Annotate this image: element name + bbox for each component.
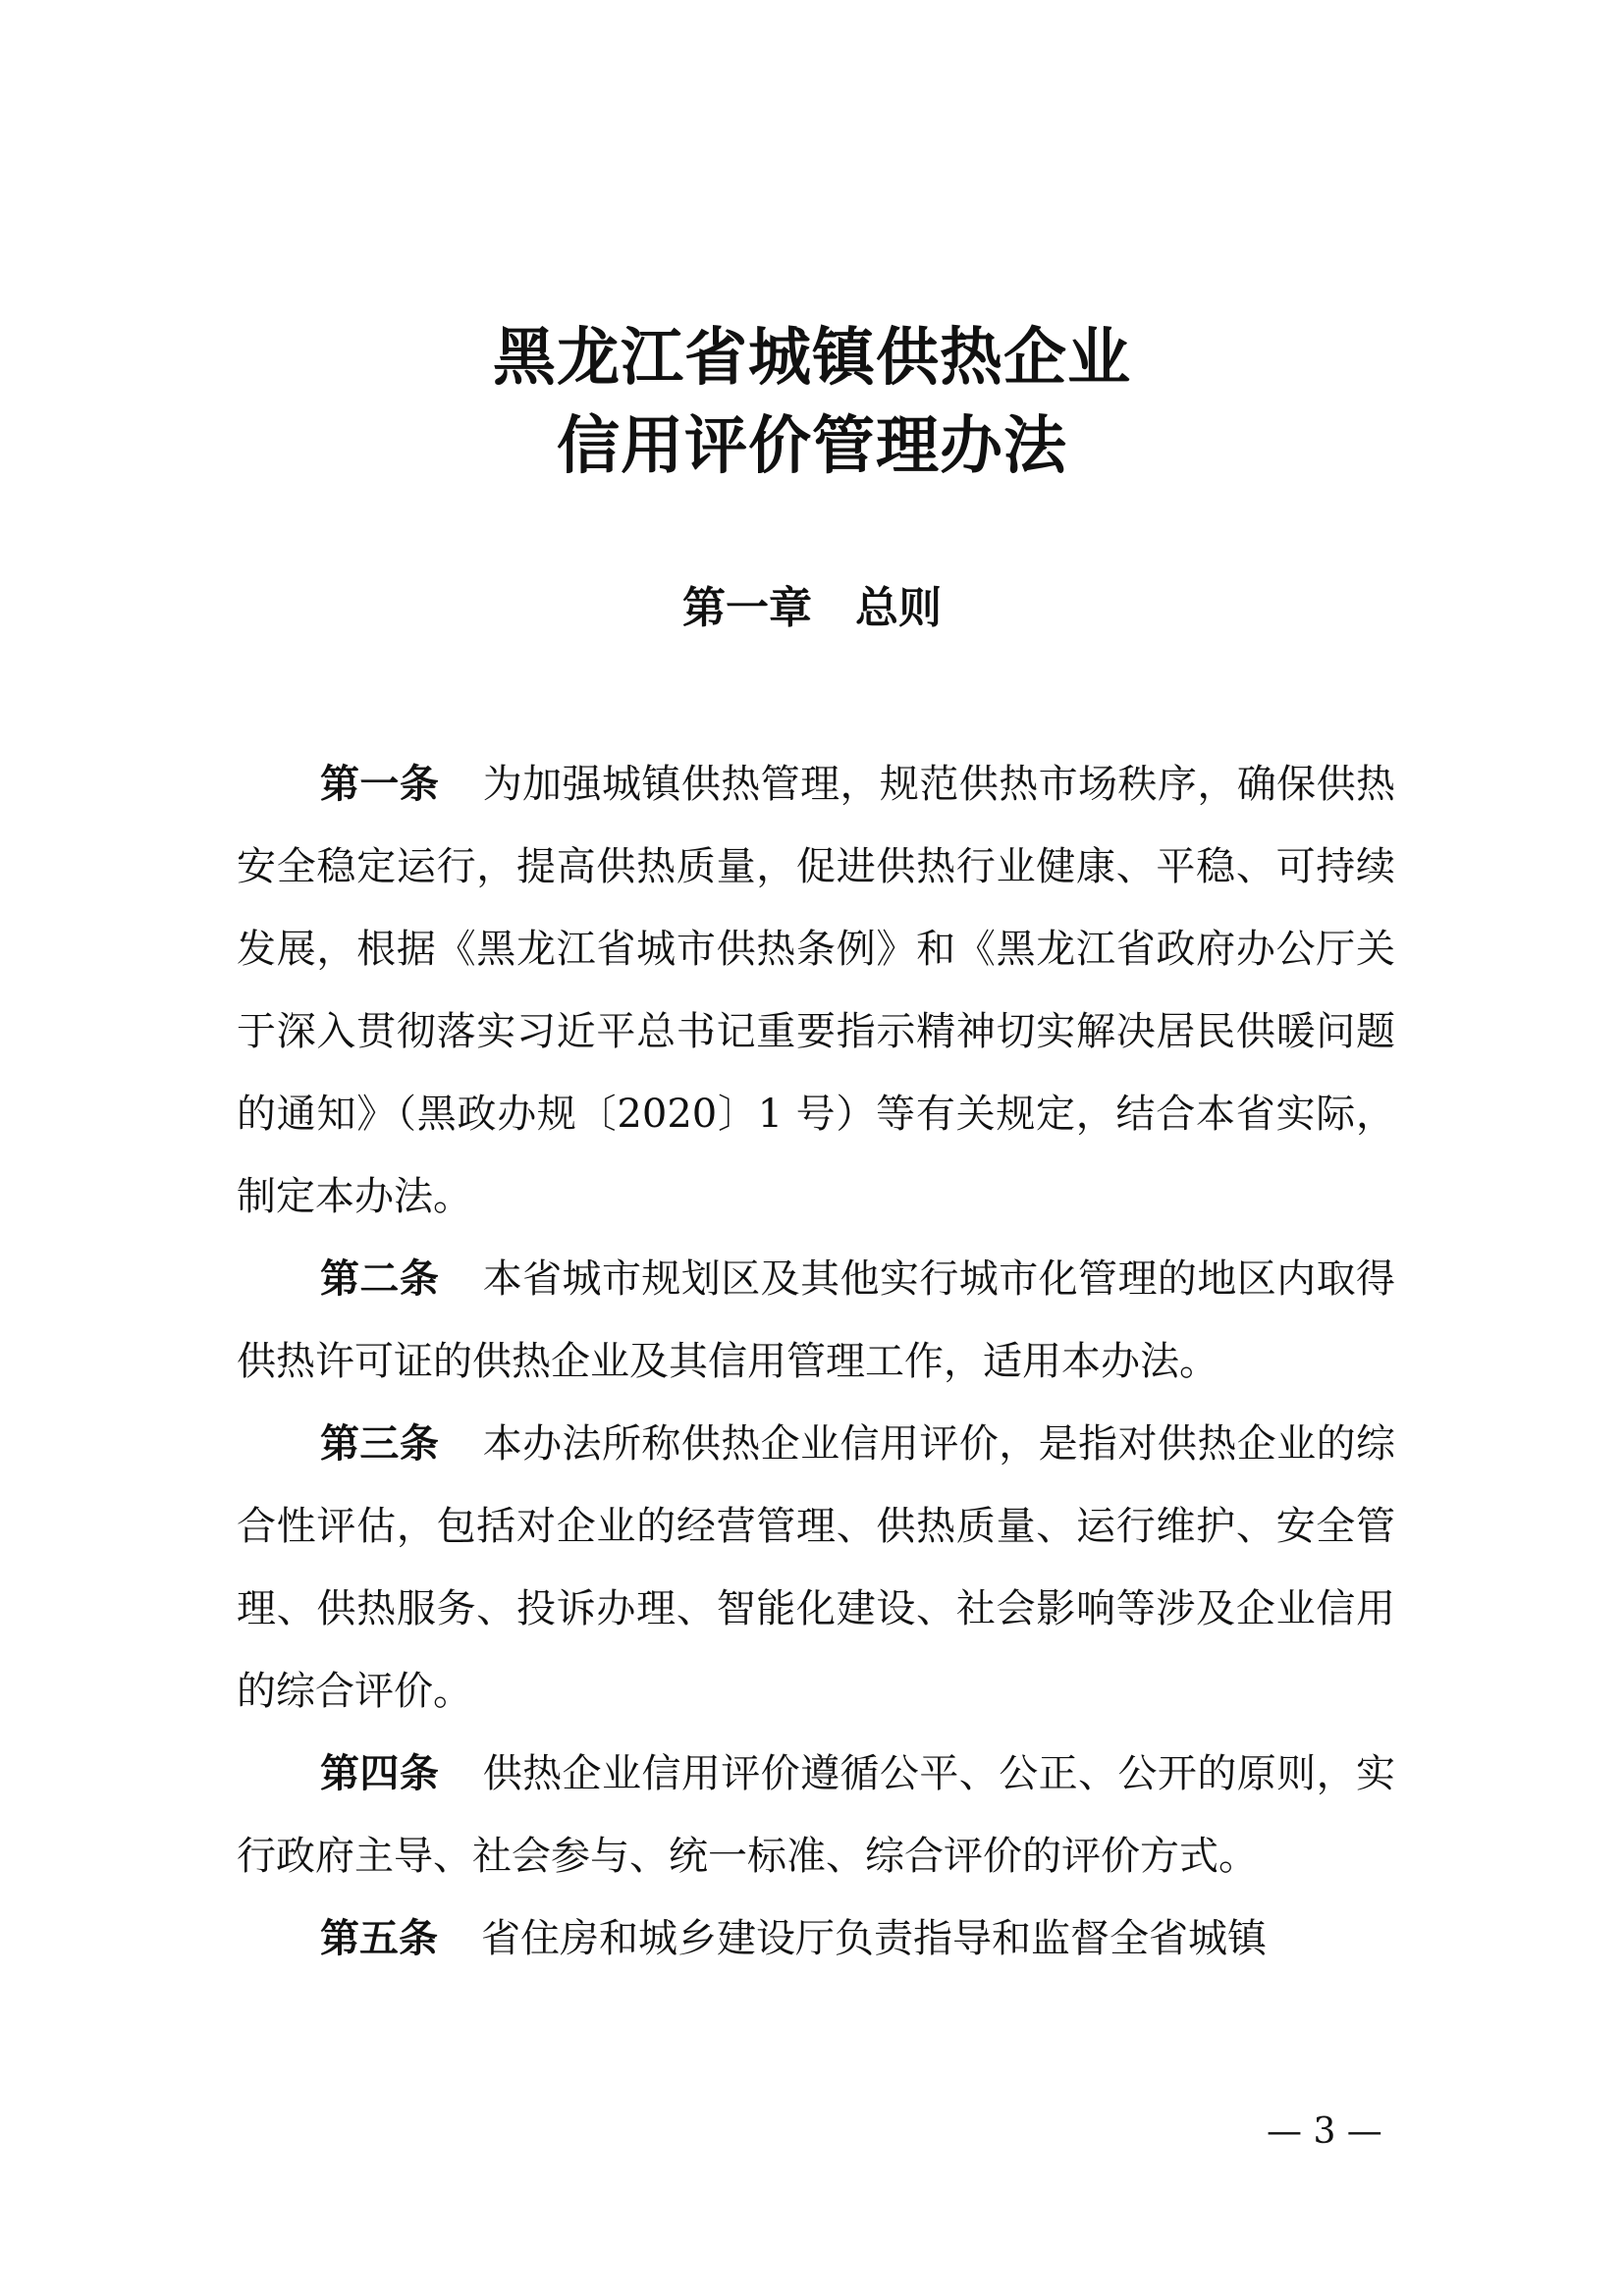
chapter-heading xyxy=(0,579,1624,638)
article-5-text: 省住房和城乡建设厅负责指导和监督全省城镇 xyxy=(481,1916,1267,1961)
article-5 xyxy=(237,1897,1395,1980)
article-2 xyxy=(237,1238,1395,1403)
chapter-name: 总则 xyxy=(855,583,942,633)
article-4-text: 供热企业信用评价遵循公平、公正、公开的原则，实行政府主导、社会参与、统一标准、综合评价的评价方式。 xyxy=(237,1751,1396,1879)
article-3-text: 本办法所称供热企业信用评价，是指对供热企业的综合性评估，包括对企业的经营管理、供热质量、运行维护、安全管理、供热服务、投诉办理、智能化建设、社会影响等涉及企业信用的综合评价。 xyxy=(237,1421,1396,1714)
article-1 xyxy=(237,743,1395,1238)
article-1-text: 为加强城镇供热管理，规范供热市场秩序，确保供热安全稳定运行，提高供热质量，促进供热行业健康、平稳、可持续发展，根据《黑龙江省城市供热条例》和《黑龙江省政府办公厅关于深入贯彻落实习近平总书记重要指示精神切实解决居民供暖问题的通知》（黑政办规〔2020〕1 号）等有关规定，结合本省实际，制定本办法。 xyxy=(237,762,1396,1219)
document-body xyxy=(237,743,1395,1980)
article-3 xyxy=(237,1403,1395,1733)
document-title-line-1: 黑龙江省城镇供热企业 xyxy=(493,321,1131,395)
page-number: — 3 — xyxy=(1267,2111,1382,2152)
chapter-number: 第一章 xyxy=(682,583,812,633)
document-title-line-2: 信用评价管理办法 xyxy=(557,409,1067,483)
article-2-label: 第二条 xyxy=(320,1256,440,1302)
article-4-label: 第四条 xyxy=(320,1751,440,1796)
article-1-label: 第一条 xyxy=(320,762,440,807)
article-5-label: 第五条 xyxy=(320,1916,438,1961)
article-4 xyxy=(237,1733,1395,1897)
article-3-label: 第三条 xyxy=(320,1421,440,1467)
article-2-text: 本省城市规划区及其他实行城市化管理的地区内取得供热许可证的供热企业及其信用管理工作，适用本办法。 xyxy=(237,1256,1396,1384)
